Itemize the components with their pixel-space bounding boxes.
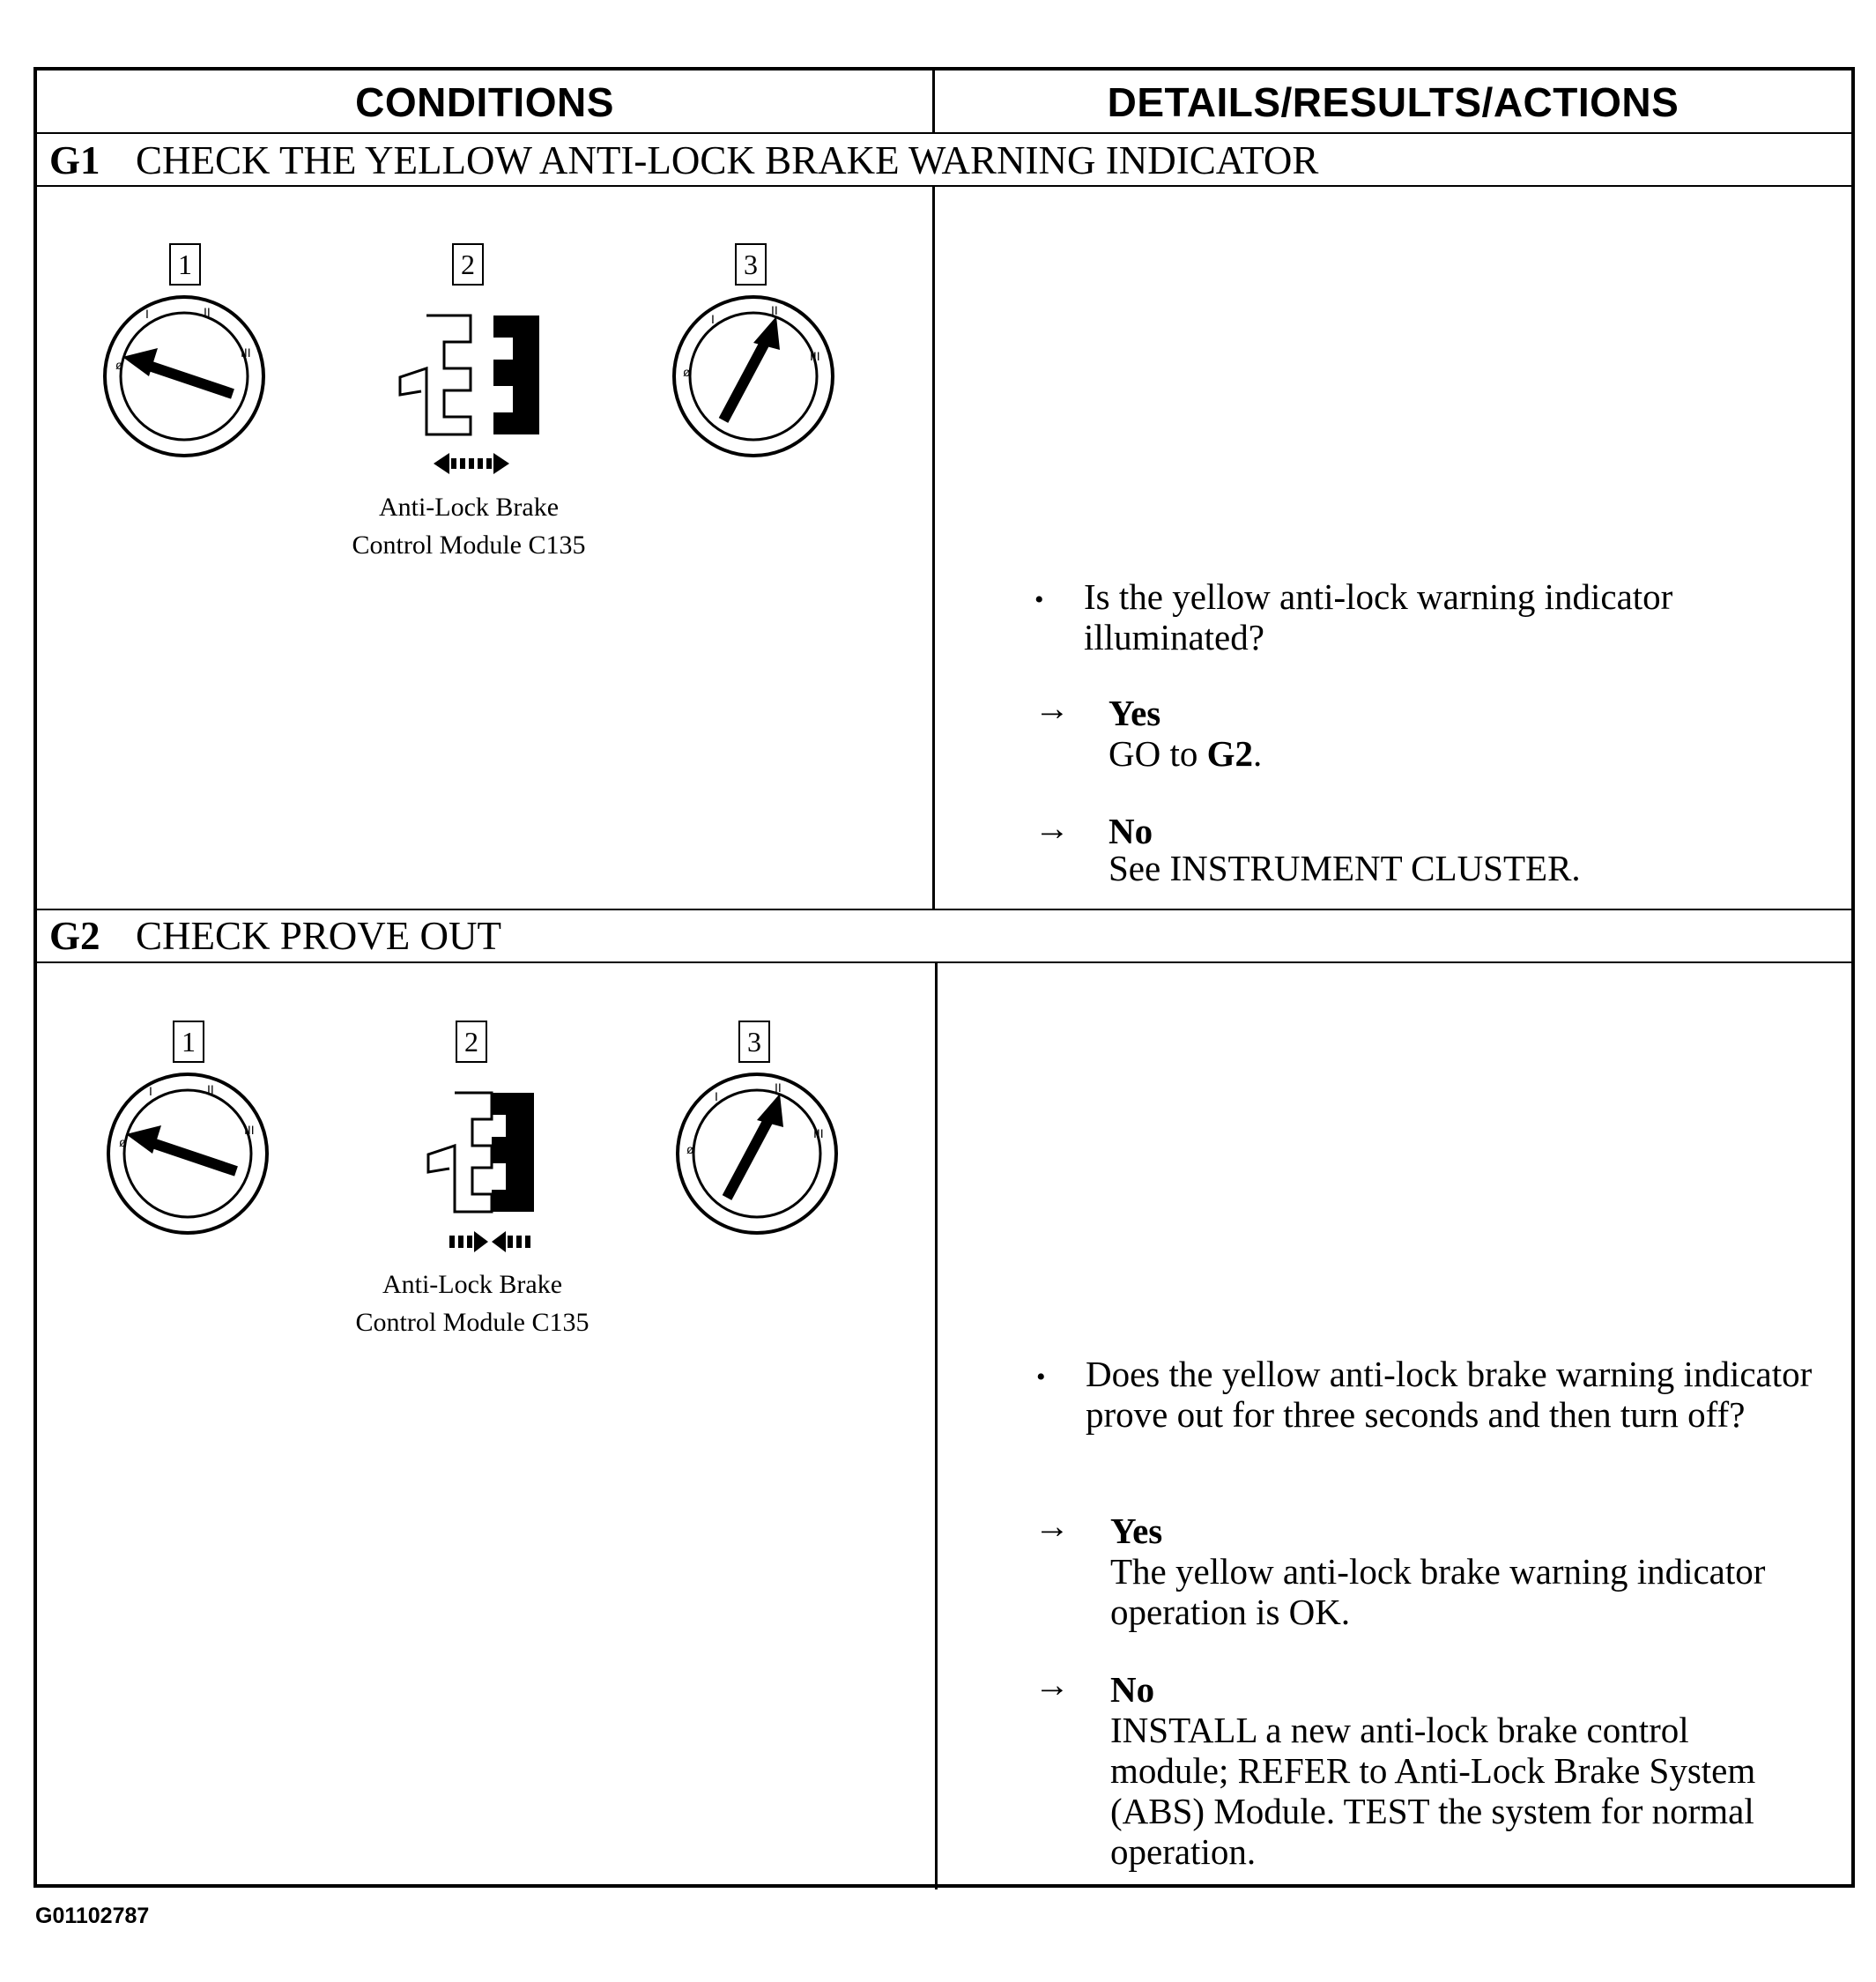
svg-text:II: II xyxy=(775,1080,782,1095)
no-action: INSTALL a new anti-lock brake control module; REFER to Anti-Lock Brake System (ABS) Module. TEST the system for normal operation. xyxy=(1110,1710,1756,1872)
step-title: CHECK PROVE OUT xyxy=(136,914,502,958)
svg-text:I: I xyxy=(715,1089,718,1103)
no-label: No xyxy=(1110,1669,1155,1710)
svg-text:ø: ø xyxy=(686,1142,694,1156)
conditions-header: CONDITIONS xyxy=(355,79,614,125)
svg-text:III: III xyxy=(244,1123,255,1137)
yes-result xyxy=(1110,1511,1850,1632)
no-result xyxy=(1110,1669,1815,1872)
yes-action-text: GO to xyxy=(1109,733,1207,774)
yes-label: Yes xyxy=(1110,1511,1163,1551)
svg-text:ø: ø xyxy=(115,358,123,372)
svg-text:II: II xyxy=(204,305,211,319)
box-label-1: 1 xyxy=(169,243,201,286)
yes-arrow-icon: → xyxy=(1034,1506,1070,1546)
figure-code: G01102787 xyxy=(35,1904,150,1928)
no-action: See INSTRUMENT CLUSTER. xyxy=(1109,848,1581,888)
no-result xyxy=(1109,813,1778,887)
diagnostic-table xyxy=(33,67,1855,1888)
yes-label: Yes xyxy=(1109,693,1161,733)
ignition-switch-off-icon xyxy=(104,1070,271,1237)
no-arrow-icon: → xyxy=(1034,1665,1070,1704)
caption-line-1: Anti-Lock Brake xyxy=(378,493,560,522)
svg-text:I: I xyxy=(149,1084,152,1098)
module-caption xyxy=(310,488,627,564)
caption-line-2: Control Module C135 xyxy=(355,1308,589,1337)
question-bullet: • xyxy=(1036,1362,1046,1392)
yes-action xyxy=(1109,733,1778,774)
yes-arrow-icon: → xyxy=(1034,688,1070,728)
box-label-3: 3 xyxy=(735,243,767,286)
g2-column-divider xyxy=(935,961,938,1889)
g1-column-divider xyxy=(932,185,935,909)
ignition-switch-off-icon xyxy=(100,293,268,460)
box-label-1: 1 xyxy=(173,1021,204,1063)
no-label: No xyxy=(1109,811,1153,851)
step-title: CHECK THE YELLOW ANTI-LOCK BRAKE WARNING INDICATOR xyxy=(136,138,1319,182)
svg-text:ø: ø xyxy=(683,365,691,379)
step-question: Does the yellow anti-lock brake warning indicator prove out for three seconds and then turn off? xyxy=(1086,1354,1813,1435)
step-question: Is the yellow anti-lock warning indicator illuminated? xyxy=(1084,576,1673,657)
step-g1-title-row xyxy=(37,134,1851,187)
module-caption xyxy=(314,1266,631,1341)
caption-line-2: Control Module C135 xyxy=(352,531,586,560)
step-id: G1 xyxy=(49,138,100,182)
box-label-2: 2 xyxy=(452,243,484,286)
caption-line-1: Anti-Lock Brake xyxy=(382,1270,563,1299)
yes-action-target: G2 xyxy=(1206,733,1254,774)
question-bullet: • xyxy=(1034,585,1044,614)
svg-text:I: I xyxy=(145,307,149,321)
details-header: DETAILS/RESULTS/ACTIONS xyxy=(1107,79,1680,125)
svg-text:III: III xyxy=(813,1126,824,1140)
connector-disconnect-icon xyxy=(389,307,566,501)
svg-text:III: III xyxy=(810,349,820,363)
ignition-switch-run-icon xyxy=(673,1070,841,1237)
header-column-divider xyxy=(932,71,935,134)
svg-text:II: II xyxy=(207,1082,214,1096)
svg-text:ø: ø xyxy=(119,1135,127,1149)
box-label-3: 3 xyxy=(738,1021,770,1063)
svg-text:II: II xyxy=(771,303,778,317)
yes-action-suffix: . xyxy=(1253,733,1263,774)
step-g2-title-row xyxy=(37,909,1851,962)
step-id: G2 xyxy=(49,914,100,958)
yes-action: The yellow anti-lock brake warning indicator operation is OK. xyxy=(1110,1551,1766,1632)
ignition-switch-run-icon xyxy=(670,293,837,460)
connector-connect-icon xyxy=(393,1084,569,1278)
box-label-2: 2 xyxy=(456,1021,487,1063)
svg-text:III: III xyxy=(241,345,251,360)
svg-text:I: I xyxy=(711,312,715,326)
no-arrow-icon: → xyxy=(1034,808,1070,848)
yes-result xyxy=(1109,693,1778,774)
